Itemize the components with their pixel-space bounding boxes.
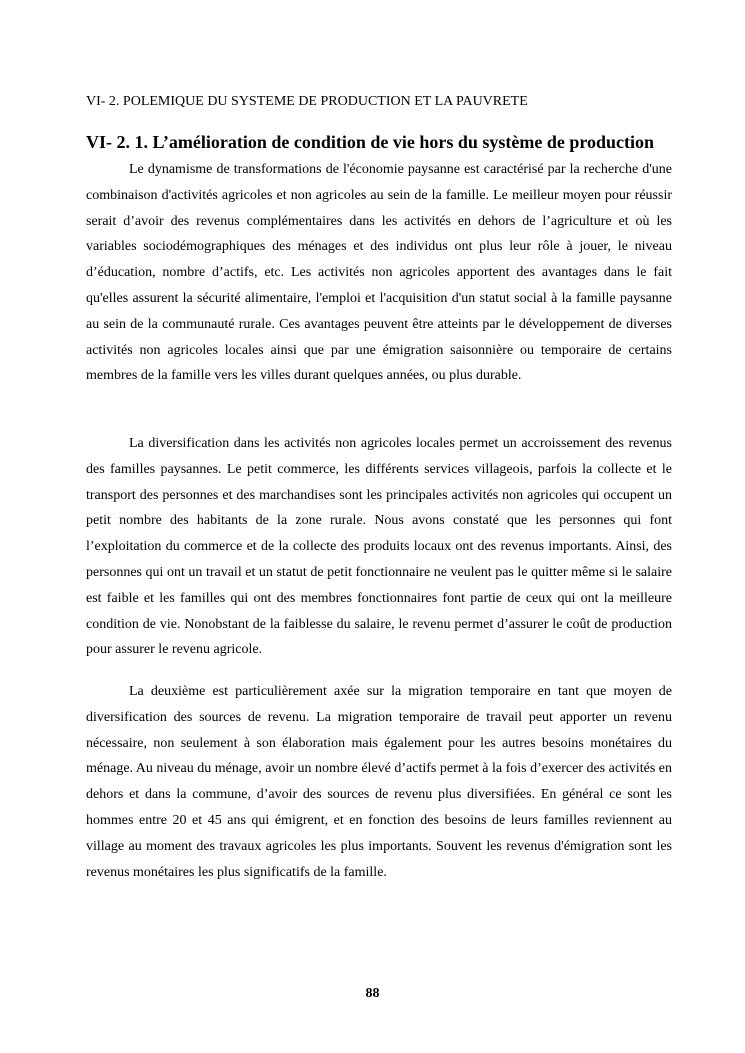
page-number: 88 (365, 986, 380, 1001)
paragraph-3: La deuxième est particulièrement axée sur la migration temporaire en tant que moyen de diversification des sources de revenu. La migration temporaire de travail peut apporter un revenu nécessaire, non seulement à son élaboration mais également pour les autres besoins monétaires du ménage. Au niveau du ménage, avoir un nombre élevé d’actifs permet à la fois d’exercer des activités en dehors et dans la commune, d’avoir des sources de revenu plus diversifiées. En général ce sont les hommes entre 20 et 45 ans qui émigrent, et en fonction des besoins de leurs familles reviennent au village au moment des travaux agricoles les plus importants. Souvent les revenus d'émigration sont les revenus monétaires les plus significatifs de la famille. (86, 684, 672, 880)
paragraph-2: La diversification dans les activités non agricoles locales permet un accroissement des revenus des familles paysannes. Le petit commerce, les différents services villageois, parfois la collecte et le transport des personnes et des marchandises sont les principales activités non agricoles qui occupent un petit nombre des habitants de la zone rurale. Nous avons constaté que les personnes qui font l’exploitation du commerce et de la collecte des produits locaux ont des revenus importants. Ainsi, des personnes qui ont un travail et un statut de petit fonctionnaire ne veulent pas le quitter même si le salaire est faible et les familles qui ont des membres fonctionnaires font partie de ceux qui ont la meilleure condition de vie. Nonobstant de la faiblesse du salaire, le revenu permet d’assurer le coût de production pour assurer le revenu agricole. (86, 436, 672, 658)
section-heading: VI- 2. POLEMIQUE DU SYSTEME DE PRODUCTION ET LA PAUVRETE (86, 94, 528, 109)
paragraph-1: Le dynamisme de transformations de l'économie paysanne est caractérisé par la recherche d'une combinaison d'activités agricoles et non agricoles au sein de la famille. Le meilleur moyen pour réussir serait d’avoir des revenus complémentaires dans les activités en dehors de l’agriculture et où les variables sociodémographiques des ménages et des individus ont plus leur rôle à jouer, le niveau d’éducation, nombre d’actifs, etc. Les activités non agricoles apportent des avantages dans le fait qu'elles assurent la sécurité alimentaire, l'emploi et l'acquisition d'un statut social à la famille paysanne au sein de la communauté rurale. Ces avantages peuvent être atteints par le développement de diverses activités non agricoles locales ainsi que par une émigration saisonnière ou temporaire de certains membres de la famille vers les villes durant quelques années, ou plus durable. (86, 162, 672, 384)
sub-heading: VI- 2. 1. L’amélioration de condition de vie hors du système de production (86, 132, 655, 152)
